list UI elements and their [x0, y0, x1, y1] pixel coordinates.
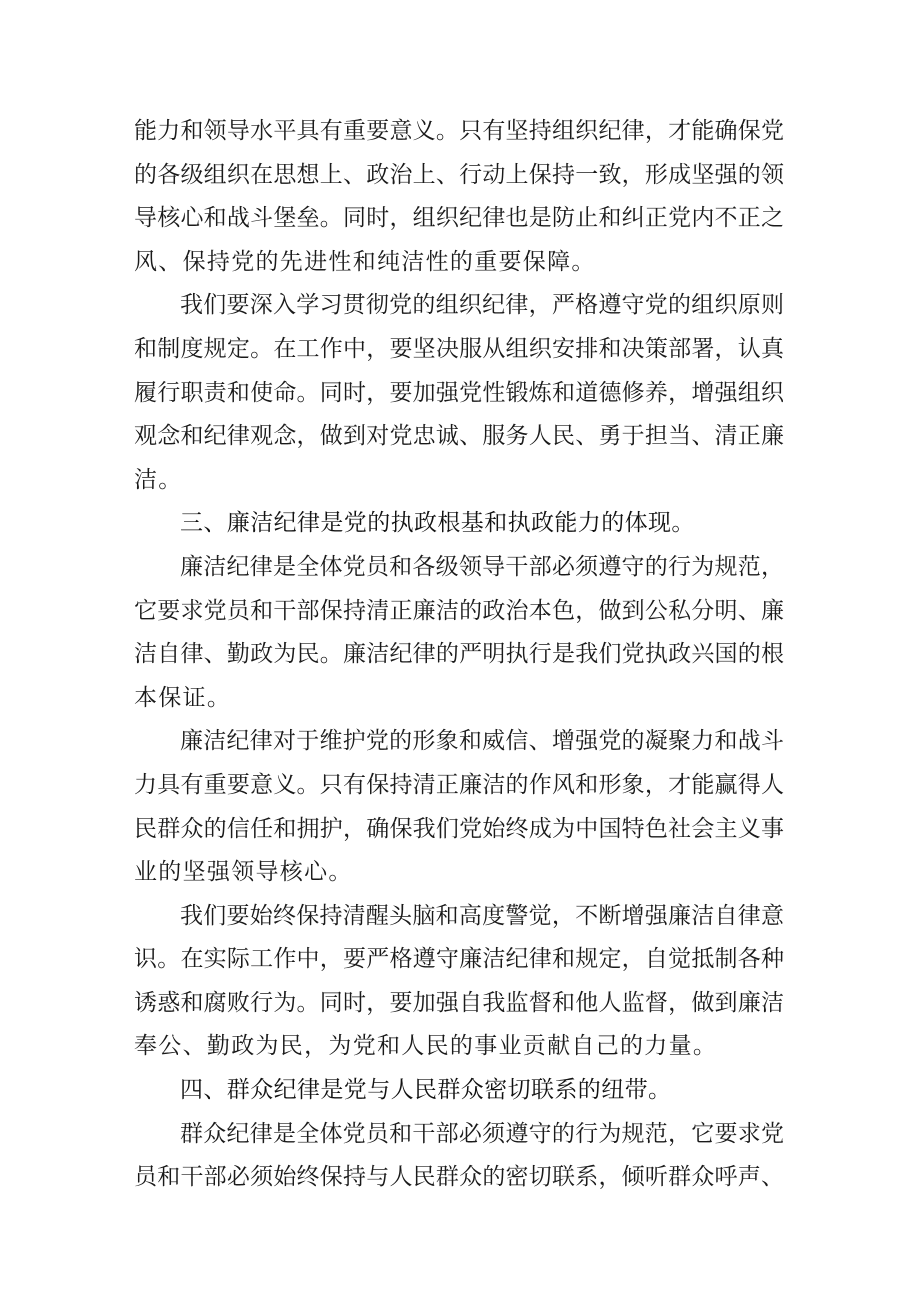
text-line: 和制度规定。在工作中，要坚决服从组织安排和决策部署，认真	[134, 335, 784, 362]
text-line: 洁。	[134, 466, 183, 493]
paragraph-org-discipline-significance	[134, 110, 784, 284]
paragraph-integrity-significance	[134, 720, 784, 894]
text-line: 观念和纪律观念，做到对党忠诚、服务人民、勇于担当、清正廉	[134, 423, 784, 450]
text-line: 廉洁纪律是全体党员和各级领导干部必须遵守的行为规范，	[180, 553, 784, 580]
text-line: 它要求党员和干部保持清正廉洁的政治本色，做到公私分明、廉	[134, 597, 784, 624]
text-line: 诱惑和腐败行为。同时，要加强自我监督和他人监督，做到廉洁	[134, 989, 784, 1016]
paragraph-integrity-practice	[134, 895, 784, 1069]
text-line: 洁自律、勤政为民。廉洁纪律的严明执行是我们党执政兴国的根	[134, 641, 784, 668]
text-line: 风、保持党的先进性和纯洁性的重要保障。	[134, 248, 596, 275]
paragraph-mass-discipline-definition	[134, 1113, 784, 1200]
document-page	[134, 110, 784, 1200]
text-line: 履行职责和使命。同时，要加强党性锻炼和道德修养，增强组织	[134, 379, 784, 406]
text-line: 识。在实际工作中，要严格遵守廉洁纪律和规定，自觉抵制各种	[134, 946, 784, 973]
text-line: 的各级组织在思想上、政治上、行动上保持一致，形成坚强的领	[134, 161, 784, 188]
paragraph-integrity-definition	[134, 546, 784, 720]
text-line: 我们要深入学习贯彻党的组织纪律，严格遵守党的组织原则	[180, 292, 784, 319]
text-line: 员和干部必须始终保持与人民群众的密切联系，倾听群众呼声、	[134, 1164, 784, 1191]
text-line: 本保证。	[134, 684, 232, 711]
text-line: 力具有重要意义。只有保持清正廉洁的作风和形象，才能赢得人	[134, 771, 784, 798]
text-line: 业的坚强领导核心。	[134, 859, 353, 886]
paragraph-org-discipline-study	[134, 284, 784, 502]
text-line: 我们要始终保持清醒头脑和高度警觉，不断增强廉洁自律意	[180, 902, 784, 929]
text-line: 能力和领导水平具有重要意义。只有坚持组织纪律，才能确保党	[134, 118, 784, 144]
section-heading-3: 三、廉洁纪律是党的执政根基和执政能力的体现。	[180, 510, 695, 537]
section-heading-4: 四、群众纪律是党与人民群众密切联系的纽带。	[180, 1077, 672, 1104]
text-line: 导核心和战斗堡垒。同时，组织纪律也是防止和纠正党内不正之	[134, 205, 784, 232]
text-line: 群众纪律是全体党员和干部必须遵守的行为规范，它要求党	[180, 1120, 784, 1147]
text-line: 廉洁纪律对于维护党的形象和威信、增强党的凝聚力和战斗	[180, 728, 784, 755]
text-line: 奉公、勤政为民，为党和人民的事业贡献自己的力量。	[134, 1033, 718, 1060]
text-line: 民群众的信任和拥护，确保我们党始终成为中国特色社会主义事	[134, 815, 784, 842]
